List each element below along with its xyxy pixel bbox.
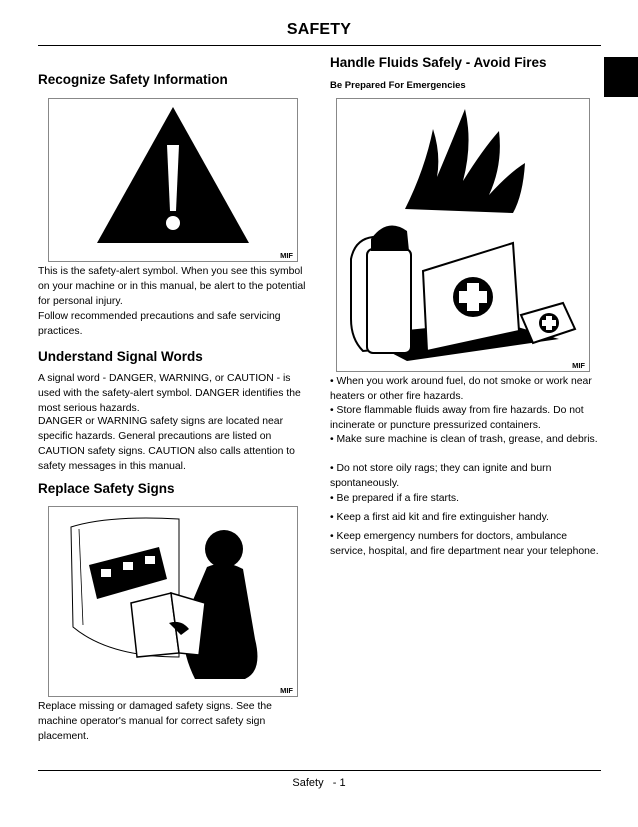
section-heading-safety-info: Recognize Safety Information [38, 72, 228, 87]
bullet-item: • Be prepared if a fire starts. [330, 493, 459, 504]
safety-alert-figure [48, 98, 298, 262]
section-heading-signal-words: Understand Signal Words [38, 349, 203, 364]
bullet-item: • Keep a first aid kit and fire extinguisher handy. [330, 512, 549, 523]
safety-info-paragraph-1: This is the safety-alert symbol. When you see this symbol on your machine or in this manual, be alert to the potential for personal injury. [38, 266, 306, 307]
fire-and-first-aid-icon [337, 99, 589, 371]
footer-rule [38, 770, 601, 771]
safety-alert-triangle-icon [49, 99, 297, 261]
page-number: - 1 [332, 777, 346, 789]
page-footer [0, 777, 638, 789]
safety-info-paragraph-2: Follow recommended precautions and safe servicing practices. [38, 311, 281, 337]
operator-reading-manual-icon [49, 507, 297, 696]
header-rule [38, 45, 601, 46]
subheading-emergencies: Be Prepared For Emergencies [330, 80, 466, 91]
bullet-item: • Store flammable fluids away from fire hazards. Do not incinerate or puncture pressurized containers. [330, 405, 584, 431]
page-title: SAFETY [286, 21, 352, 38]
fire-emergency-figure [336, 98, 590, 372]
replace-signs-figure [48, 506, 298, 697]
bullet-item: • Keep emergency numbers for doctors, ambulance service, hospital, and fire department near your telephone. [330, 531, 599, 557]
section-heading-replace-signs: Replace Safety Signs [38, 481, 175, 496]
figure-label: MIF [280, 251, 293, 260]
footer-label: Safety [292, 777, 324, 789]
bullet-item: • Make sure machine is clean of trash, grease, and debris. [330, 434, 598, 445]
bullet-item: • When you work around fuel, do not smoke or work near heaters or other fire hazards. [330, 376, 592, 402]
signal-words-paragraph-1: A signal word - DANGER, WARNING, or CAUTION - is used with the safety-alert symbol. DANGER identifies the most serious hazards. [38, 373, 301, 414]
figure-label: MIF [572, 361, 585, 370]
section-heading-fluids: Handle Fluids Safely - Avoid Fires [330, 55, 547, 70]
bullet-item: • Do not store oily rags; they can ignite and burn spontaneously. [330, 463, 552, 489]
signal-words-paragraph-2: DANGER or WARNING safety signs are located near specific hazards. General precautions are listed on CAUTION safety signs. CAUTION also calls attention to safety messages in this manual. [38, 416, 295, 472]
figure-label: MIF [280, 686, 293, 695]
section-tab [604, 57, 638, 97]
replace-signs-paragraph: Replace missing or damaged safety signs. See the machine operator's manual for correct safety sign placement. [38, 701, 272, 742]
